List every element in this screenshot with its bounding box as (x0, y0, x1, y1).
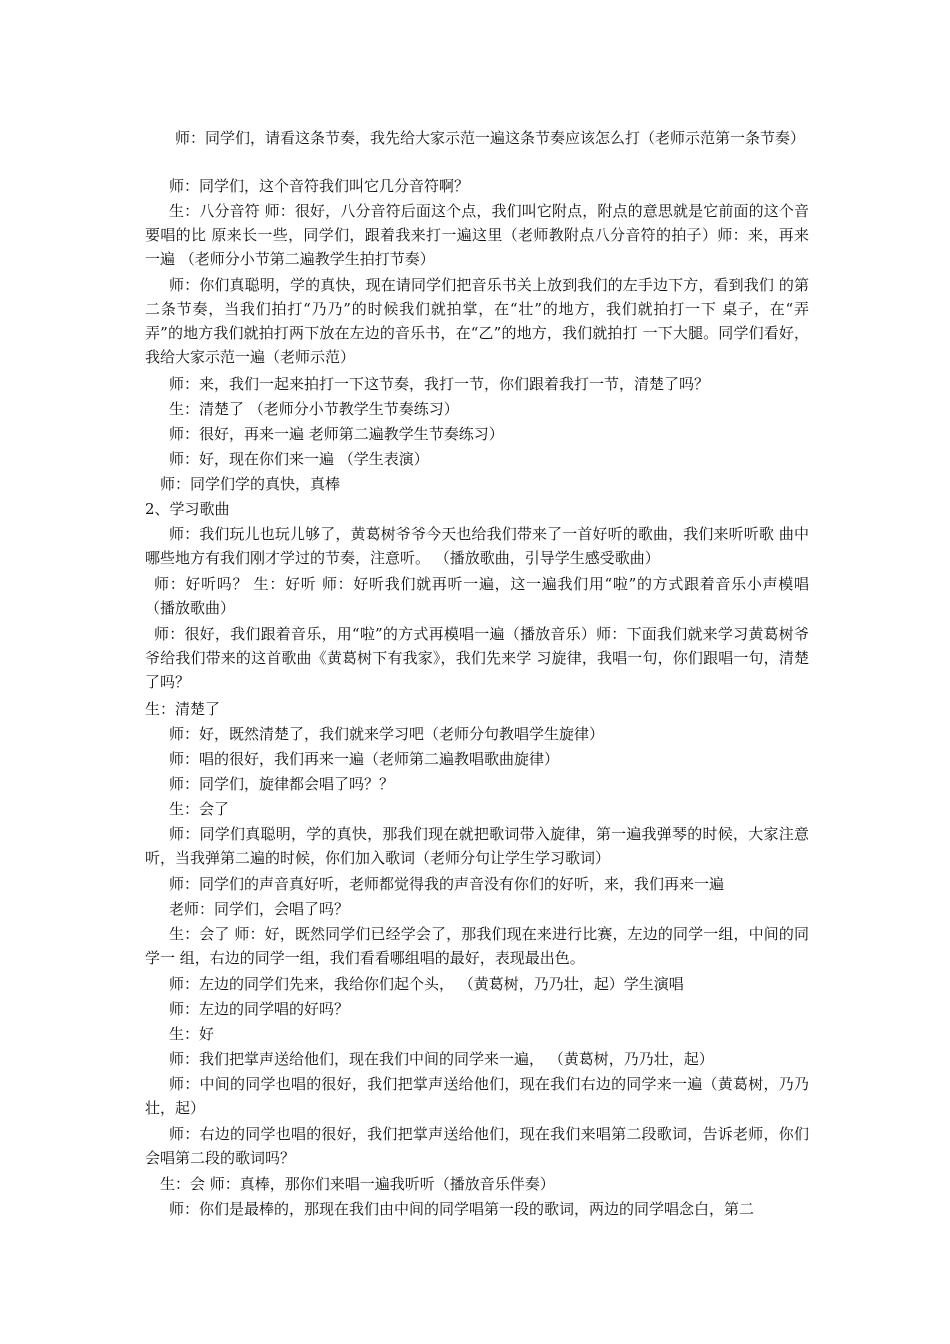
paragraph-split-parts: 师：你们是最棒的，那现在我们由中间的同学唱第一段的歌词，两边的同学唱念白，第二 (169, 1200, 755, 1218)
paragraph-again: 师：很好，再来一遍 老师第二遍教学生节奏练习） (169, 425, 504, 443)
paragraph-middle-group: 师：我们把掌声送给他们，现在我们中间的同学来一遍， （黄葛树，乃乃壮，起） (169, 1050, 714, 1068)
paragraph-accompaniment: 生：会 师：真棒，那你们来唱一遍我听听（播放音乐伴奏） (160, 1175, 555, 1193)
paragraph-understood: 生：清楚了 （老师分小节教学生节奏练习） (169, 400, 459, 418)
paragraph-learn-melody: 师：很好，我们跟着音乐，用“啦”的方式再模唱一遍（播放音乐）师：下面我们就来学习黄葛树爷爷给我们带来的这首歌曲《黄葛树下有我家》，我们先来学 习旋律，我唱一句，你们跟唱一句，清楚了吗？ (145, 625, 809, 691)
paragraph-competition: 生：会了 师：好，既然同学们已经学会了，那我们现在来进行比赛，左边的同学一组，中间的同学一 组，右边的同学一组，我们看看哪组唱的最好，表现最出色。 (145, 925, 809, 967)
paragraph-demo-rhythm: 师：同学们，请看这条节奏，我先给大家示范一遍这条节奏应该怎么打（老师示范第一条节奏） (175, 129, 806, 147)
paragraph-clear: 生：清楚了 (145, 700, 221, 718)
paragraph-note-question: 师：同学们，这个音符我们叫它几分音符啊？ (169, 177, 470, 195)
paragraph-left-good: 师：左边的同学唱的好吗？ (169, 1000, 350, 1018)
paragraph-melody-check: 师：同学们，旋律都会唱了吗？？ (169, 775, 395, 793)
paragraph-hum-la: 师：好听吗？ 生：好听 师：好听我们就再听一遍，这一遍我们用“啦”的方式跟着音乐小声模唱 （播放歌曲） (145, 575, 809, 617)
paragraph-dotted-note: 生：八分音符 师：很好，八分音符后面这个点，我们叫它附点，附点的意思就是它前面的这个音要唱的比 原来长一些，同学们，跟着我来打一遍这里（老师教附点八分音符的拍子）师：来，再来一遍 （老师分小节第二遍教学生拍打节奏） (145, 202, 809, 268)
paragraph-teacher-ask: 老师：同学们，会唱了吗？ (169, 900, 350, 918)
paragraph-clap-together: 师：来，我们一起来拍打一下这节奏，我打一节，你们跟着我打一节，清楚了吗？ (169, 375, 710, 393)
paragraph-right-group: 师：中间的同学也唱的很好，我们把掌声送给他们，现在我们右边的同学来一遍（黄葛树，乃乃壮，起） (145, 1075, 809, 1117)
paragraph-start-learning: 师：好，既然清楚了，我们就来学习吧（老师分句教唱学生旋律） (169, 725, 605, 743)
paragraph-student-perform: 师：好，现在你们来一遍 （学生表演） (169, 450, 429, 468)
paragraph-listen-song: 师：我们玩儿也玩儿够了，黄葛树爷爷今天也给我们带来了一首好听的歌曲，我们来听听歌 曲中哪些地方有我们刚才学过的节奏，注意听。 （播放歌曲，引导学生感受歌曲） (145, 525, 809, 567)
paragraph-second-rhythm: 师：你们真聪明，学的真快，现在请同学们把音乐书关上放到我们的左手边下方，看到我们 的第二条节奏，当我们拍打“乃乃”的时候我们就拍掌，在“壮”的地方，我们就拍打一下 桌子，在“弄弄”的地方我们就拍打两下放在左边的音乐书，在“乙”的地方，我们就拍打 一下大腿。同学们看好，我给大家示范一遍（老师示范） (145, 276, 809, 366)
paragraph-sing-again: 师：唱的很好，我们再来一遍（老师第二遍教唱歌曲旋律） (169, 750, 560, 768)
paragraph-left-group: 师：左边的同学们先来，我给你们起个头， （黄葛树，乃乃壮，起）学生演唱 (169, 975, 684, 993)
paragraph-nice-voice: 师：同学们的声音真好听，老师都觉得我的声音没有你们的好听，来，我们再来一遍 (169, 875, 725, 893)
paragraph-good: 生：好 (169, 1025, 215, 1043)
paragraph-praise: 师：同学们学的真快，真棒 (160, 475, 341, 493)
paragraph-second-verse: 师：右边的同学也唱的很好，我们把掌声送给他们，现在我们来唱第二段歌词，告诉老师，你们会唱第二段的歌词吗？ (145, 1125, 809, 1167)
section-heading-learn-song: 2、学习歌曲 (145, 500, 230, 518)
paragraph-add-lyrics: 师：同学们真聪明，学的真快，那我们现在就把歌词带入旋律，第一遍我弹琴的时候，大家注意听，当我弹第二遍的时候，你们加入歌词（老师分句让学生学习歌词） (145, 825, 809, 867)
paragraph-can-sing: 生：会了 (169, 800, 230, 818)
